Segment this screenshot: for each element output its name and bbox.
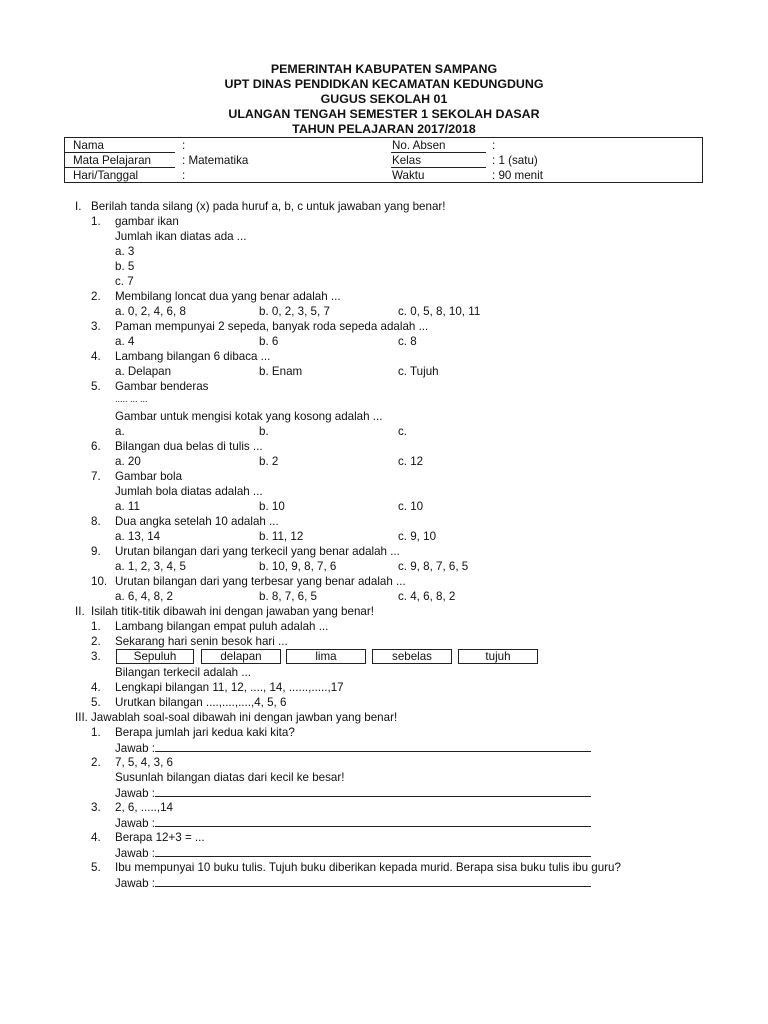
question-text: Berapa 12+3 = ... <box>115 831 205 844</box>
option-c[interactable]: c. 10 <box>398 500 424 513</box>
option-b[interactable]: b. 0, 2, 3, 5, 7 <box>259 305 330 318</box>
question-number: 2. <box>91 290 101 303</box>
question-number: 4. <box>91 681 101 694</box>
section-instruction: Berilah tanda silang (x) pada huruf a, b, c untuk jawaban yang benar! <box>91 200 446 213</box>
question-subtext: Jumlah ikan diatas ada ... <box>115 230 247 243</box>
answer-line[interactable] <box>115 845 591 861</box>
nama-label: Nama <box>73 139 104 152</box>
option-b[interactable]: b. Enam <box>259 365 303 378</box>
question-text: Urutkan bilangan ....,....,....,4, 5, 6 <box>115 696 287 709</box>
option-c[interactable]: c. 9, 10 <box>398 530 437 543</box>
header-government: PEMERINTAH KABUPATEN SAMPANG <box>270 62 498 76</box>
question-text: 2, 6, .....,14 <box>115 801 174 814</box>
option-b[interactable]: b. <box>259 425 269 438</box>
question-text: Lambang bilangan 6 dibaca ... <box>115 350 271 363</box>
header-exam-title: ULANGAN TENGAH SEMESTER 1 SEKOLAH DASAR <box>228 107 540 121</box>
number-word-box: sebelas <box>372 649 452 664</box>
question-text: Berapa jumlah jari kedua kaki kita? <box>115 726 295 739</box>
question-number: 6. <box>91 440 101 453</box>
question-text: Urutan bilangan dari yang terbesar yang benar adalah ... <box>115 575 406 588</box>
option-a[interactable]: a. 11 <box>115 500 140 513</box>
question-text: Lambang bilangan empat puluh adalah ... <box>115 620 329 633</box>
question-number: 5. <box>91 380 101 393</box>
answer-line[interactable] <box>115 785 591 801</box>
option-b[interactable]: b. 8, 7, 6, 5 <box>259 590 318 603</box>
option-c[interactable]: c. 8 <box>398 335 417 348</box>
option-c[interactable]: c. 0, 5, 8, 10, 11 <box>398 305 481 318</box>
absen-value[interactable]: : <box>492 139 496 152</box>
question-text: gambar ikan <box>115 215 179 228</box>
question-text: Paman mempunyai 2 sepeda, banyak roda sepeda adalah ... <box>115 320 429 333</box>
question-text: Gambar bola <box>115 470 183 483</box>
answer-line[interactable] <box>115 875 591 891</box>
option-c[interactable]: c. 9, 8, 7, 6, 5 <box>398 560 469 573</box>
answer-line[interactable] <box>115 815 591 831</box>
question-sequence: ..... ... ... <box>115 394 148 404</box>
answer-blank[interactable] <box>155 815 591 827</box>
mapel-label: Mata Pelajaran <box>73 154 151 167</box>
question-number: 1. <box>91 215 101 228</box>
question-subtext: Bilangan terkecil adalah ... <box>115 666 251 679</box>
question-number: 5. <box>91 861 101 874</box>
hari-label: Hari/Tanggal <box>73 169 139 182</box>
waktu-label: Waktu <box>392 169 425 182</box>
question-number: 1. <box>91 620 101 633</box>
answer-label: Jawab : <box>115 847 155 860</box>
question-text: Dua angka setelah 10 adalah ... <box>115 515 279 528</box>
option-a[interactable]: a. 6, 4, 8, 2 <box>115 590 174 603</box>
question-subtext: Gambar untuk mengisi kotak yang kosong adalah ... <box>115 410 383 423</box>
option-a[interactable]: a. 0, 2, 4, 6, 8 <box>115 305 186 318</box>
option-a[interactable]: a. <box>115 425 125 438</box>
question-subtext: Jumlah bola diatas adalah ... <box>115 485 263 498</box>
question-text: 7, 5, 4, 3, 6 <box>115 756 174 769</box>
question-text: Urutan bilangan dari yang terkecil yang benar adalah ... <box>115 545 400 558</box>
question-number: 10. <box>91 575 108 588</box>
option-a[interactable]: a. 13, 14 <box>115 530 161 543</box>
option-a[interactable]: a. 1, 2, 3, 4, 5 <box>115 560 186 573</box>
question-number: 4. <box>91 350 101 363</box>
option-b[interactable]: b. 10 <box>259 500 285 513</box>
question-number: 4. <box>91 831 101 844</box>
number-word-box: delapan <box>201 649 281 664</box>
section-number: II. <box>75 605 85 618</box>
option-a[interactable]: a. 4 <box>115 335 135 348</box>
question-text: Lengkapi bilangan 11, 12, ...., 14, ......,.....,17 <box>115 681 344 694</box>
nama-value[interactable]: : <box>182 139 186 152</box>
option-a[interactable]: a. Delapan <box>115 365 172 378</box>
answer-label: Jawab : <box>115 877 155 890</box>
answer-blank[interactable] <box>155 740 591 752</box>
answer-label: Jawab : <box>115 787 155 800</box>
answer-label: Jawab : <box>115 817 155 830</box>
hari-value[interactable]: : <box>182 169 186 182</box>
question-number: 3. <box>91 320 101 333</box>
option-b[interactable]: b. 6 <box>259 335 279 348</box>
absen-label: No. Absen <box>392 139 446 152</box>
option-b[interactable]: b. 10, 9, 8, 7, 6 <box>259 560 337 573</box>
section-instruction: Isilah titik-titik dibawah ini dengan jawaban yang benar! <box>91 605 374 618</box>
header-agency: UPT DINAS PENDIDKAN KECAMATAN KEDUNGDUNG <box>224 77 544 91</box>
question-number: 8. <box>91 515 101 528</box>
question-text: Membilang loncat dua yang benar adalah ... <box>115 290 341 303</box>
option-b[interactable]: b. 2 <box>259 455 279 468</box>
option-a[interactable]: a. 20 <box>115 455 141 468</box>
header-school-year: TAHUN PELAJARAN 2017/2018 <box>292 122 476 136</box>
question-text: Ibu mempunyai 10 buku tulis. Tujuh buku diberikan kepada murid. Berapa sisa buku tulis ibu guru? <box>115 861 621 874</box>
option-c[interactable]: c. Tujuh <box>398 365 439 378</box>
question-text: Sekarang hari senin besok hari ... <box>115 635 288 648</box>
question-number: 7. <box>91 470 101 483</box>
kelas-label: Kelas <box>392 154 422 167</box>
question-number: 2. <box>91 756 101 769</box>
number-word-box: Sepuluh <box>116 649 194 664</box>
question-subtext: Susunlah bilangan diatas dari kecil ke besar! <box>115 771 345 784</box>
option-c[interactable]: c. 4, 6, 8, 2 <box>398 590 456 603</box>
section-number: I. <box>75 200 82 213</box>
section-number: III. <box>75 711 88 724</box>
student-info-box <box>64 137 703 183</box>
question-number: 3. <box>91 801 101 814</box>
answer-line[interactable] <box>115 740 591 756</box>
question-number: 5. <box>91 696 101 709</box>
option-b[interactable]: b. 11, 12 <box>259 530 304 543</box>
mapel-value: : Matematika <box>182 154 249 167</box>
question-number: 9. <box>91 545 101 558</box>
question-number: 3. <box>91 650 101 663</box>
number-word-box: lima <box>286 649 366 664</box>
section-instruction: Jawablah soal-soal dibawah ini dengan jawban yang benar! <box>91 711 398 724</box>
answer-label: Jawab : <box>115 742 155 755</box>
question-number: 1. <box>91 726 101 739</box>
answer-blank[interactable] <box>155 875 591 887</box>
header-cluster: GUGUS SEKOLAH 01 <box>320 92 448 106</box>
kelas-value: : 1 (satu) <box>492 154 538 167</box>
question-number: 2. <box>91 635 101 648</box>
waktu-value: : 90 menit <box>492 169 543 182</box>
question-text: Bilangan dua belas di tulis ... <box>115 440 263 453</box>
number-word-box: tujuh <box>458 649 538 664</box>
option-a[interactable]: a. 3 <box>115 245 135 258</box>
option-b[interactable]: b. 5 <box>115 260 135 273</box>
option-c[interactable]: c. <box>398 425 408 438</box>
answer-blank[interactable] <box>155 785 591 797</box>
option-c[interactable]: c. 7 <box>115 275 134 288</box>
answer-blank[interactable] <box>155 845 591 857</box>
option-c[interactable]: c. 12 <box>398 455 424 468</box>
question-text: Gambar benderas <box>115 380 209 393</box>
